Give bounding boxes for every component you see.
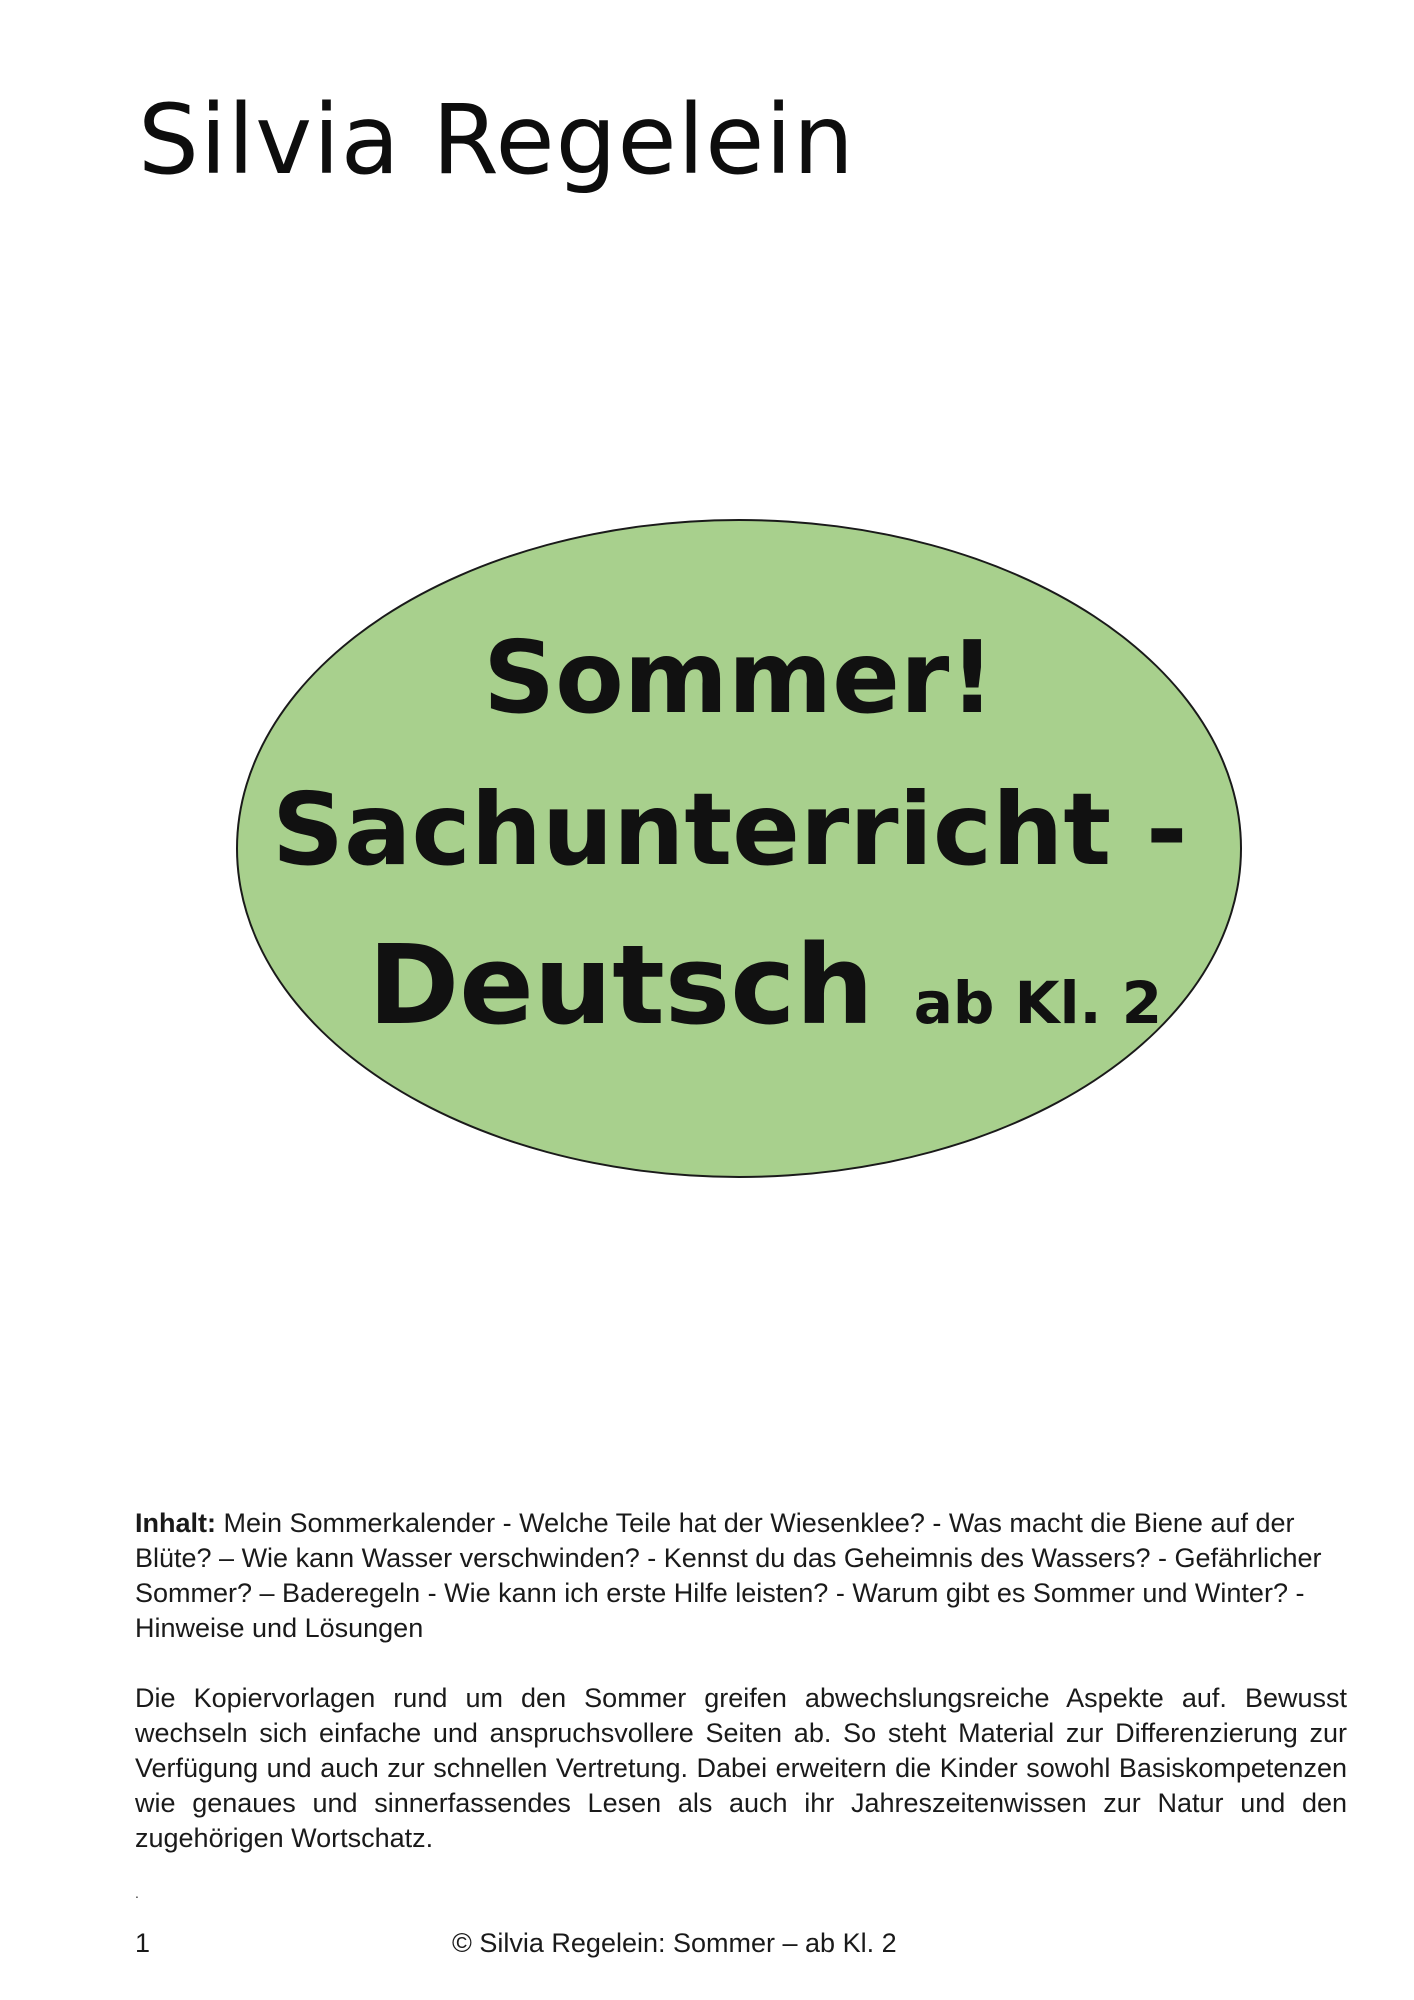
- contents-text: Mein Sommerkalender - Welche Teile hat der Wiesenklee? - Was macht die Biene auf der Blüte? – Wie kann Wasser verschwinden? - Kennst du das Geheimnis des Wassers? - Gefährlicher Sommer? – Baderegeln - Wie kann ich erste Hilfe leisten? - Warum gibt es Sommer und Winter? - Hinweise und Lösungen: [135, 1508, 1322, 1643]
- title-line-2: Sachunterricht -: [272, 771, 1188, 888]
- footer-dot: .: [135, 1885, 139, 1901]
- title-line-1: Sommer!: [483, 619, 995, 736]
- author-name: Silvia Regelein: [138, 84, 855, 196]
- title-subject: Deutsch: [368, 921, 874, 1049]
- copyright-footer: © Silvia Regelein: Sommer – ab Kl. 2: [452, 1928, 897, 1958]
- contents-paragraph: [135, 1506, 1347, 1646]
- description-paragraph: Die Kopiervorlagen rund um den Sommer greifen abwechslungsreiche Aspekte auf. Bewusst wechseln sich einfache und anspruchsvollere Seiten ab. So steht Material zur Differenzierung zur Verfügung und auch zur schnellen Vertretung. Dabei erweitern die Kinder sowohl Basiskompetenzen wie genaues und sinnerfassendes Lesen als auch ihr Jahreszeitenwissen zur Natur und den zugehörigen Wortschatz.: [135, 1683, 1347, 1853]
- title-line-3: [368, 921, 1163, 1049]
- contents-label: Inhalt:: [135, 1508, 216, 1538]
- content-section: [135, 1506, 1347, 1856]
- page-number: 1: [135, 1928, 151, 1958]
- title-grade: ab Kl. 2: [913, 969, 1163, 1037]
